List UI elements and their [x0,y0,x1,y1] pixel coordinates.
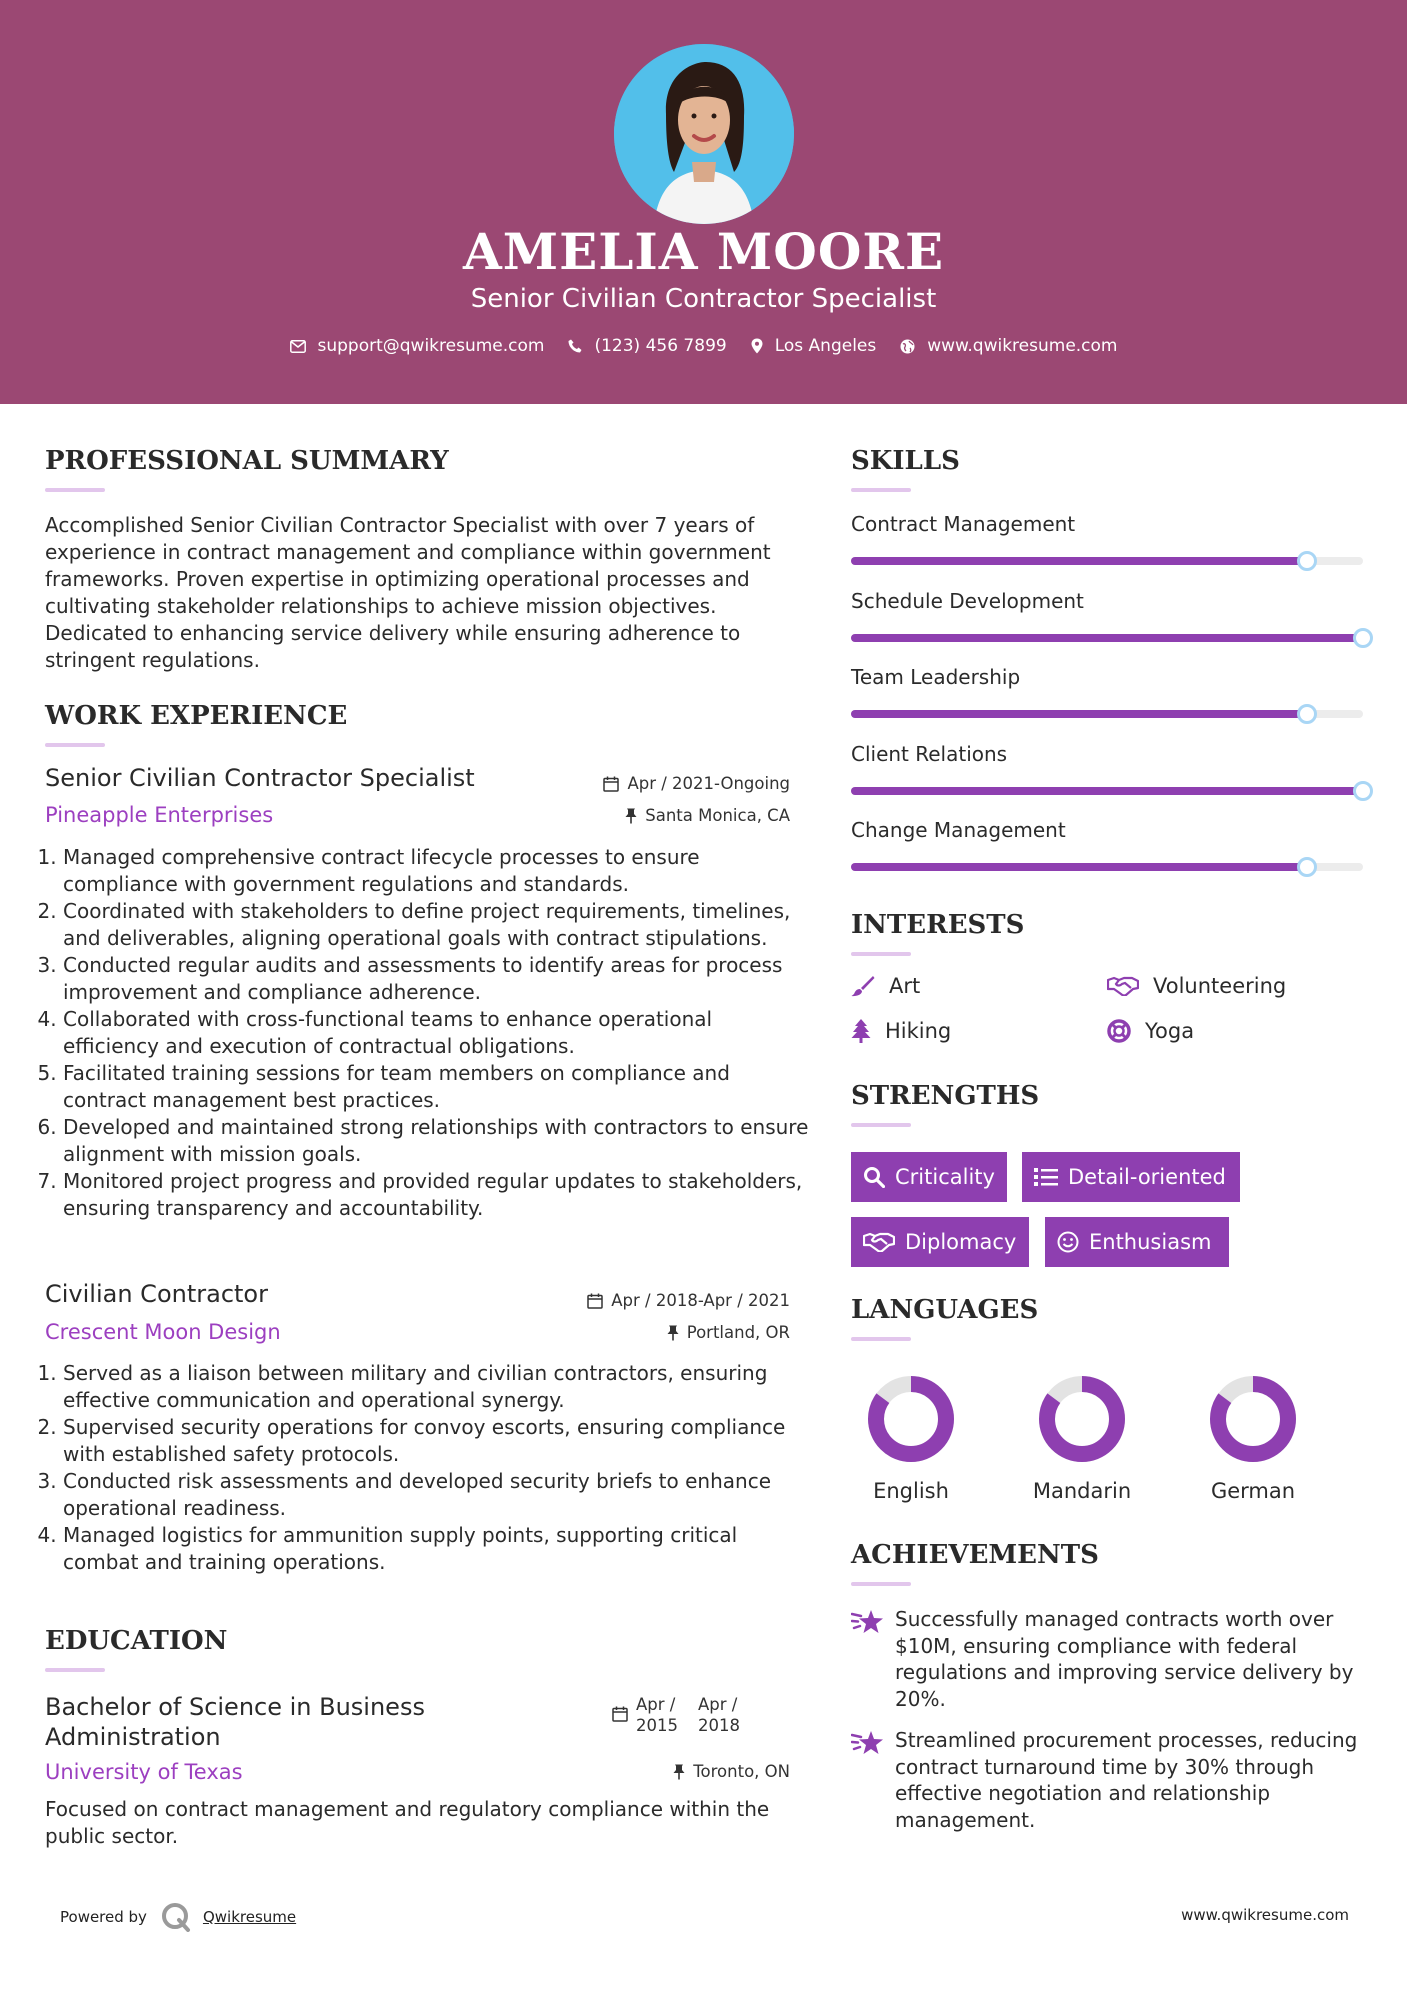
interests-underline [851,952,911,956]
qwikresume-logo-icon [161,1902,191,1932]
languages-underline [851,1337,911,1341]
education-school: University of Texas [45,1760,243,1784]
strength-detail-oriented-label: Detail-oriented [1068,1165,1226,1189]
skill-bar-knob [1297,704,1317,724]
contact-bar [0,336,1407,356]
interests-heading: INTERESTS [851,910,1025,940]
education-date-start-line-1: Apr / [636,1695,676,1714]
powered-by-label: Powered by [60,1908,147,1926]
strengths-heading: STRENGTHS [851,1081,1040,1111]
header-banner [0,0,1407,404]
qwikresume-link[interactable]: Qwikresume [202,1908,297,1926]
strengths-underline [851,1123,911,1127]
handshake-icon [1107,976,1139,996]
skill-label: Contract Management [851,512,1076,536]
envelope-icon [290,340,306,353]
languages-heading: LANGUAGES [851,1295,1039,1325]
list-item: 7. Monitored project progress and provided regular updates to stakeholders, ensuring transparency and accountability. [63,1168,813,1222]
job-2-location-text: Portland, OR [686,1323,790,1342]
interest-volunteering [1107,974,1286,998]
education-degree [45,1692,425,1752]
language-label: Mandarin [1032,1479,1132,1503]
experience-underline [45,743,105,747]
achievement-2-text: Streamlined procurement processes, reducing contract turnaround time by 30% through effective negotiation and relationship management. [895,1728,1358,1832]
job-2-date [540,1291,790,1310]
job-1-date-text: Apr / 2021-Ongoing [627,774,790,793]
shooting-star-icon [851,1606,895,1712]
job-2-company: Crescent Moon Design [45,1320,281,1344]
smile-icon [1057,1231,1079,1253]
summary-text: Accomplished Senior Civilian Contractor Specialist with over 7 years of experience in contract management and compliance within government frameworks. Proven expertise in optimizing operational processes and cultivating stakeholder relationships to achieve mission objectives. Dedicated to enhancing service delivery while ensuring adherence to stringent regulations. [45,513,771,672]
education-date-end-line-1: Apr / [698,1695,738,1714]
list-item: 1. Managed comprehensive contract lifecycle processes to ensure compliance with government regulations and standards. [63,844,813,898]
education-description: Focused on contract management and regulatory compliance within the public sector. [45,1797,770,1848]
globe-icon [900,339,915,354]
education-location-text: Toronto, ON [693,1762,790,1781]
shooting-star-icon [851,1727,895,1833]
experience-heading: WORK EXPERIENCE [45,701,348,731]
calendar-icon [587,1293,603,1309]
skill-bar-knob [1297,857,1317,877]
strength-enthusiasm-label: Enthusiasm [1089,1230,1212,1254]
achievement-1 [851,1606,1371,1712]
language-chart [1037,1374,1127,1468]
achievement-2 [851,1727,1371,1833]
skill-bar-knob [1297,551,1317,571]
list-item: 3. Conducted regular audits and assessments to identify areas for process improvement and compliance adherence. [63,952,813,1006]
list-icon [1034,1167,1058,1187]
list-item: 3. Conducted risk assessments and developed security briefs to enhance operational readiness. [63,1468,813,1522]
contact-website-text: www.qwikresume.com [927,336,1118,356]
achievement-1-text: Successfully managed contracts worth over $10M, ensuring compliance with federal regulations and improving service delivery by 20%. [895,1607,1354,1711]
contact-website[interactable] [900,336,1117,356]
achievements-heading: ACHIEVEMENTS [851,1540,1099,1570]
contact-email[interactable] [290,336,545,356]
skill-bar [851,863,1363,871]
list-item: 4. Collaborated with cross-functional teams to enhance operational efficiency and execution of contractual obligations. [63,1006,813,1060]
skill-bar-fill [851,557,1307,565]
skill-bar-fill [851,863,1307,871]
job-1-location-text: Santa Monica, CA [645,806,790,825]
map-pin-icon [751,338,763,354]
contact-location-text: Los Angeles [774,336,877,356]
language-donut [1208,1374,1298,1464]
job-1-bullets [45,844,813,1222]
list-item: 2. Coordinated with stakeholders to define project requirements, timelines, and deliverables, aligning operational goals with contract stipulations. [63,898,813,952]
job-2-title: Civilian Contractor [45,1280,268,1308]
job-1-location [560,806,790,825]
interest-hiking-label: Hiking [885,1019,952,1043]
job-2-date-text: Apr / 2018-Apr / 2021 [611,1291,790,1310]
achievements-underline [851,1582,911,1586]
job-1-title: Senior Civilian Contractor Specialist [45,764,475,792]
education-degree-line-2: Administration [45,1723,221,1751]
contact-location [751,336,877,356]
job-2-bullets [45,1360,813,1576]
pushpin-icon [625,808,637,824]
skill-bar [851,634,1363,642]
tree-icon [851,1019,871,1043]
education-date-start-line-2: 2015 [636,1716,678,1735]
education-underline [45,1668,105,1672]
list-item: 4. Managed logistics for ammunition supply points, supporting critical combat and training operations. [63,1522,813,1576]
footer-powered-by [60,1902,296,1932]
job-1-date [560,774,790,793]
calendar-icon [603,776,619,792]
education-date-start [636,1694,698,1736]
education-date [612,1694,740,1736]
interest-art [851,974,920,998]
language-donut [866,1374,956,1464]
skill-bar-knob [1353,628,1373,648]
search-icon [863,1166,885,1188]
strength-diplomacy-label: Diplomacy [905,1230,1017,1254]
contact-phone[interactable] [568,336,726,356]
interest-art-label: Art [889,974,921,998]
paintbrush-icon [851,975,875,997]
skill-bar-knob [1353,781,1373,801]
strength-enthusiasm [1045,1217,1229,1267]
interest-yoga [1107,1019,1194,1043]
summary-underline [45,488,105,492]
list-item: 6. Developed and maintained strong relationships with contractors to ensure alignment with mission goals. [63,1114,813,1168]
candidate-role: Senior Civilian Contractor Specialist [470,284,937,314]
strength-detail-oriented [1022,1152,1240,1202]
skill-bar [851,710,1363,718]
strength-criticality [851,1152,1007,1202]
lifebuoy-icon [1107,1019,1131,1043]
contact-email-text: support@qwikresume.com [317,336,545,356]
skills-underline [851,488,911,492]
education-heading: EDUCATION [45,1626,228,1656]
avatar-illustration [614,44,794,224]
language-donut [1037,1374,1127,1464]
skill-bar [851,557,1363,565]
interest-yoga-label: Yoga [1145,1019,1195,1043]
skill-label: Team Leadership [851,665,1021,689]
pushpin-icon [673,1764,685,1780]
language-chart [866,1374,956,1468]
skills-heading: SKILLS [851,446,960,476]
skill-bar-fill [851,634,1363,642]
strength-diplomacy [851,1217,1029,1267]
education-date-end-line-2: 2018 [698,1716,740,1735]
language-label: German [1210,1479,1296,1503]
job-1-company: Pineapple Enterprises [45,803,274,827]
pushpin-icon [667,1325,679,1341]
interest-hiking [851,1019,951,1043]
list-item: 1. Served as a liaison between military and civilian contractors, ensuring effective communication and operational synergy. [63,1360,813,1414]
list-item: 5. Facilitated training sessions for team members on compliance and contract management best practices. [63,1060,813,1114]
skill-bar-fill [851,710,1307,718]
skill-label: Change Management [851,818,1066,842]
skill-label: Schedule Development [851,588,1084,613]
list-item: 2. Supervised security operations for convoy escorts, ensuring compliance with established safety protocols. [63,1414,813,1468]
education-date-end [698,1694,740,1736]
skill-label: Client Relations [851,741,1008,766]
education-degree-line-1: Bachelor of Science in Business [45,1693,425,1721]
contact-phone-text: (123) 456 7899 [594,336,727,356]
strength-criticality-label: Criticality [895,1165,995,1189]
summary-heading: PROFESSIONAL SUMMARY [45,446,449,476]
job-2-location [560,1323,790,1342]
interest-volunteering-label: Volunteering [1153,974,1287,998]
skill-bar [851,787,1363,795]
skill-bar-fill [851,787,1363,795]
candidate-name: AMELIA MOORE [462,222,945,281]
language-chart [1208,1374,1298,1468]
handshake-icon [863,1232,895,1252]
language-label: English [873,1479,949,1503]
education-location [560,1762,790,1781]
calendar-icon [612,1694,628,1736]
phone-icon [568,339,582,353]
footer-website[interactable]: www.qwikresume.com [1181,1906,1349,1924]
profile-photo [614,44,794,224]
